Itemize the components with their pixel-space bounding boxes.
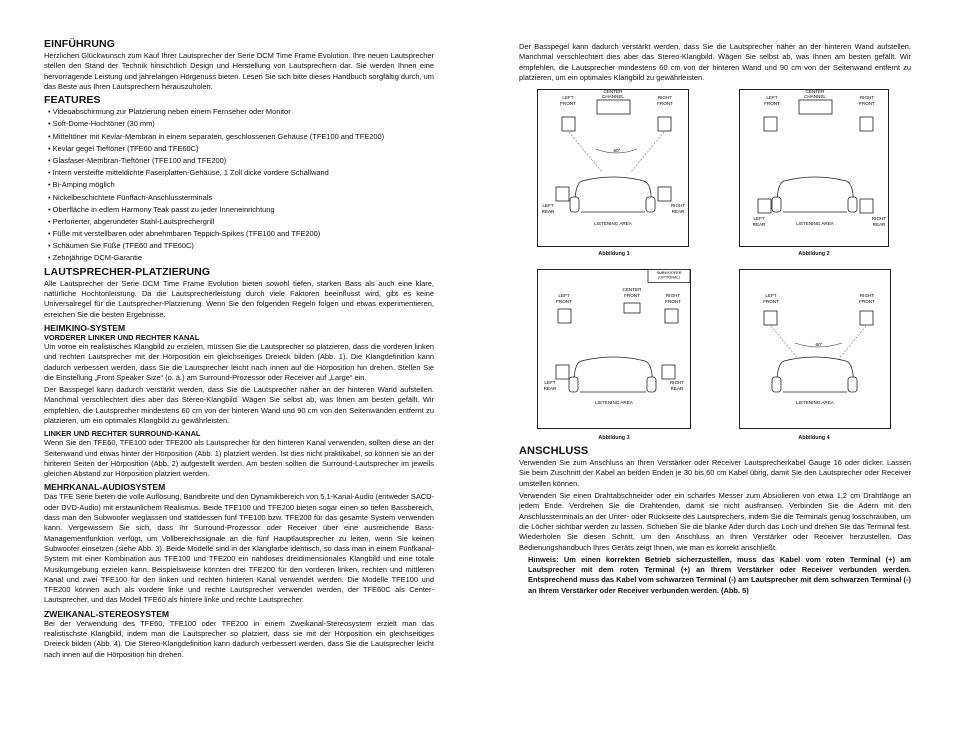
figure-3 bbox=[537, 269, 691, 429]
right-column bbox=[519, 42, 911, 597]
list-item: • Videoabschirmung zur Platzierung neben einem Fernseher oder Monitor bbox=[48, 107, 434, 117]
svg-text:RIGHTREAR: RIGHT REAR bbox=[669, 380, 685, 392]
svg-text:LISTENING AREA: LISTENING AREA bbox=[796, 221, 834, 227]
bass-text: Der Basspegel kann dadurch verstärkt werden, dass Sie die Lautsprecher näher an der hinteren Wand aufstellen. Manchmal verschlechtert dies aber das Stereo-Klangbild. Wägen Sie selbst ab, was Ihnen am besten gefällt. Wir empfehlen, die Lautsprecher mindestens 60 cm von der hinteren Wand und 90 cm von der Seitenwand entfernt zu platzieren, um ein optimales Klangbild zu gewährleisten. bbox=[519, 42, 911, 82]
label-center: CENTER CHANNEL bbox=[602, 89, 624, 100]
figure-4 bbox=[739, 269, 891, 429]
svg-text:CENTERFRONT: CENTER FRONT bbox=[622, 287, 642, 299]
svg-text:LEFTREAR: LEFT REAR bbox=[752, 216, 766, 228]
heimkino-heading: HEIMKINO-SYSTEM bbox=[44, 322, 126, 333]
svg-text:RIGHTFRONT: RIGHT FRONT bbox=[665, 293, 681, 305]
label-left-rear: LEFT REAR bbox=[541, 203, 555, 215]
einfuehrung-heading: EINFÜHRUNG bbox=[44, 38, 115, 50]
anschluss-heading: ANSCHLUSS bbox=[519, 445, 589, 458]
svg-text:RIGHTFRONT: RIGHT FRONT bbox=[859, 95, 875, 107]
figure-1-diagram bbox=[537, 89, 689, 247]
list-item: • Perforierter, abgerundeter Stahl-Lautsprechergrill bbox=[48, 217, 434, 227]
angle-label: 60° bbox=[613, 148, 621, 154]
features-list bbox=[44, 107, 434, 264]
list-item: • Schäumen Sie Füße (TFE60 and TFE60C) bbox=[48, 241, 434, 251]
surround-heading: LINKER UND RECHTER SURROUND-KANAL bbox=[44, 429, 201, 439]
list-item: • Bi-Amping möglich bbox=[48, 180, 434, 190]
figure-2 bbox=[739, 89, 889, 247]
caption-3: Abbildung 3 bbox=[598, 435, 630, 442]
caption-2: Abbildung 2 bbox=[798, 251, 830, 258]
svg-text:60°: 60° bbox=[815, 342, 823, 348]
caption-1: Abbildung 1 bbox=[598, 251, 630, 258]
zweikanal-heading: ZWEIKANAL-STEREOSYSTEM bbox=[44, 608, 170, 619]
surround-text: Wenn Sie den TFE60, TFE100 oder TFE200 als Lautsprecher für den hinteren Kanal verwenden, sollten diese an der Seitenwand und etwas hinter der Hörposition (Abb. 1) platziert werden. Ist dies nicht praktikabel, so können sie an der hinteren Seiten der Hörposition (Abb. 2) aufgestellt werden. Am besten sollten die Surround-Lautsprecher im jeweils gleichen Abstand zur Hörposition platziert werden. bbox=[44, 438, 434, 479]
svg-text:LEFTFRONT: LEFT FRONT bbox=[763, 293, 779, 305]
svg-text:LEFTREAR: LEFT REAR bbox=[543, 380, 557, 392]
svg-text:SUBWOOFER(OPTIONAL): SUBWOOFER (OPTIONAL) bbox=[656, 271, 682, 280]
heimkino-text-1: Um vorne ein realistisches Klangbild zu erzielen, müssen Sie die Lautsprecher so platzieren, dass die vorderen linken und rechten Lautsprecher mit der Hörposition ein gleichseitiges Dreieck bilden (Abb. 1). Die Klangdefinition kann dadurch verbessert werden, dass Sie die Lautsprecher leicht nach innen auf die Hörposition hin drehen. Stellen Sie die Einstellung „Front Speaker Size“ (o. ä.) am Surround-Prozessor oder Receiver auf „Large“ ein. bbox=[44, 341, 434, 382]
svg-text:RIGHTFRONT: RIGHT FRONT bbox=[859, 293, 875, 305]
list-item: • Intern versteifte mitteldichte Faserplatten-Gehäuse, 1 Zoll dicke vordere Schallwand bbox=[48, 168, 434, 178]
svg-text:LISTENING AREA: LISTENING AREA bbox=[595, 400, 633, 406]
left-column bbox=[44, 36, 434, 661]
list-item: • Mitteltöner mit Kevlar-Membran in einem separaten, geschlossenen Gehäuse (TFE100 and TFE200) bbox=[48, 132, 434, 142]
svg-text:LEFTFRONT: LEFT FRONT bbox=[764, 95, 780, 107]
platzierung-text: Alle Lautsprecher der Serie DCM Time Frame Evolution bieten sowohl tiefen, starken Bass als auch eine klare, natürliche Hochtonleistung. Da die Lautsprecherleistung durch viele Faktoren beeinflusst wird, gibt es keine Universalregel für die Lautsprecher-Platzierung. Wenn Sie den folgenden Regeln folgen und etwas experimentieren, erreichen Sie die besten Ergebnisse. bbox=[44, 278, 434, 319]
svg-text:RIGHTREAR: RIGHT REAR bbox=[871, 216, 887, 228]
list-item: • Füße mit verstellbaren oder abnehmbaren Teppich-Spikes (TFE100 and TFE200) bbox=[48, 229, 434, 239]
list-item: • Kevlar gegel Tieftöner (TFE60 and TFE60C) bbox=[48, 144, 434, 154]
anschluss-text-2: Verwenden Sie einen Drahtabschneider oder ein scharfes Messer zum Absiolieren von etwa 1,2 cm Drahtlänge an jedem Ende. Verdrehen Sie die Drahtenden, damit sie nicht ausfransen. Verbinden Sie die Adern mit den Anschlussterminals an der Unter- oder Rückseite des Lautsprechers, indem Sie die Terminals genug losschrauben, um die Löcher sichtbar werden zu lassen. Schieben Sie die blanke Ader durch das Loch und drehen Sie das Terminal fest. Wiederholen Sie diesen Schritt, um den Anschluss an Ihren Verstärker oder Receiver herzustellen. Das Bedienungshandbuch Ihres Geräts zeigt Ihnen, wie man es korrekt anschließt. bbox=[519, 491, 911, 552]
list-item: • Nickelbeschichtete Fünffach-Anschlussterminals bbox=[48, 193, 434, 203]
platzierung-heading: LAUTSPRECHER-PLATZIERUNG bbox=[44, 265, 211, 278]
mehrkanal-heading: MEHRKANAL-AUDIOSYSTEM bbox=[44, 482, 166, 493]
einfuehrung-text: Herzlichen Glückwunsch zum Kauf Ihrer Lautsprecher der Serie DCM Time Frame Evolution. Ihre neuen Lautsprecher stellen den Stand der Technik hinsichtlich Design und Herstellung von Lautsprechern dar. Sie werden Ihnen eine hervorragende Leistung und jahrelangen Hörgenuss bieten. Lesen Sie sich bitte dieses Handbuch sorgfältig durch, um das Beste aus Ihren Lautsprechern herauszuholen. bbox=[44, 51, 434, 91]
heimkino-subheading: VORDERER LINKER UND RECHTER KANAL bbox=[44, 332, 200, 342]
label-right-rear: RIGHT REAR bbox=[670, 203, 686, 215]
list-item: • Oberfläche in edlem Harmony Teak passt zu jeder Inneneinrichtung bbox=[48, 205, 434, 215]
anschluss-note: Hinweis: Um einen korrekten Betrieb sicherzustellen, muss das Kabel vom roten Terminal (+) am Lautsprecher mit dem roten Terminal (+) an Ihrem Verstärker oder Receiver verbunden werden. Entsprechend muss das Kabel vom schwarzen Terminal (-) am Lautsprecher mit dem schwarzen Terminal (-) an Ihrem Verstärker oder Receiver verbunden werden. (Abb. 5) bbox=[528, 554, 911, 595]
svg-text:LISTENING AREA: LISTENING AREA bbox=[796, 400, 834, 406]
list-item: • Zehnjährige DCM-Garantie bbox=[48, 253, 434, 263]
label-listening-area: LISTENING AREA bbox=[594, 221, 632, 227]
heimkino-text-2: Der Basspegel kann dadurch verstärkt werden, dass Sie die Lautsprecher näher an der hinteren Wand aufstellen. Manchmal verschlechtert dies aber das Stereo-Klangbild. Wägen Sie selbst ab, was Ihnen am besten gefällt. Wir empfehlen, die Lautsprecher mindestens 60 cm von der hinteren Wand und 90 cm von den Seitenwänden entfernt zu platzieren, um ein optimales Klangbild zu gewährleisten. bbox=[44, 385, 434, 425]
mehrkanal-text: Das TFE Serie bieten die volle Auflösung, Bandbreite und den Dynamikbereich von 5.1-Kanal-Audio (entweder SACD- oder DVD-Audio) mit erstaunlichem Realismus. Beide TFE100 und TFE200 bieten sogar einen so tiefen Bassbereich, dass man den Subwoofer weglassen und stattdessen fünf TFE100 bzw. TFE200 für das gesamte System verwenden kann. Vergewissern Sie sich, dass Ihr Surround-Prozessor oder Receiver über eine ausreichende Bass-Managementfunktion verfügt, um Vollbereichssignale an die fünf Hauptlautsprecher zu leiten, wenn Sie keinen Subwoofer einsetzen (siehe Abb. 3). Beide Modelle sind in der Klangfarbe identisch, so dass man in einem Fünfkanal-System mit einer Kombination aus TFE100 und TFE200 ein nahtloses dreidimensionales Klangbild und eine totale Musikumgebung erzielen kann. Beispielsweise könnten drei TFE200 für den vorderen linken, rechten und mittleren Kanal und zwei TFE100 für den linken und rechten hinteren Kanal verwendet werden. Die Modelle TFE100 und TFE200 können auch als vordere linke und rechte Lautsprecher verwendet werden, der TFE60C als Center-Lautsprecher, und das Modell TFE60 als hintere linke und rechte Lautsprecher. bbox=[44, 492, 434, 605]
placement-diagrams bbox=[519, 89, 911, 441]
list-item: • Glasfaser-Membran-Tieftöner (TFE100 and TFE200) bbox=[48, 156, 434, 166]
features-heading: FEATURES bbox=[44, 94, 101, 107]
figure-2-diagram bbox=[739, 89, 889, 247]
figure-3-diagram bbox=[537, 269, 691, 429]
svg-text:LEFTFRONT: LEFT FRONT bbox=[556, 293, 572, 305]
label-right-front: RIGHT FRONT bbox=[657, 95, 673, 107]
zweikanal-text: Bei der Verwendung des TFE60, TFE100 oder TFE200 in einem Zweikanal-Stereosystem erzielt man das realistischste Klangbild, indem man die Lautsprecher so platziert, dass sie mit der Hörposition ein gleichseitiges Dreieck bilden (Abb. 4). Die Stereo-Klangdefinition kann dadurch verbessert werden, dass Sie die Lautsprecher leicht nach innen auf die Hörposition hin drehen. bbox=[44, 618, 434, 659]
svg-text:CENTERCHANNEL: CENTER CHANNEL bbox=[804, 89, 826, 100]
figure-4-diagram bbox=[739, 269, 891, 429]
label-left-front: LEFT FRONT bbox=[560, 95, 576, 107]
list-item: • Soft-Dome-Hochtöner (30 mm) bbox=[48, 119, 434, 129]
anschluss-text-1: Verwenden Sie zum Anschluss an Ihren Verstärker oder Receiver Lautsprecherkabel Gauge 16 oder dicker. Lassen Sie beim Zuschnitt der Kabel an beiden Enden je 30 bis 60 cm Kabel übrig, damit Sie den Lautsprecher oder Receiver umstellen können. bbox=[519, 458, 911, 488]
figure-1 bbox=[537, 89, 689, 247]
caption-4: Abbildung 4 bbox=[798, 435, 830, 442]
